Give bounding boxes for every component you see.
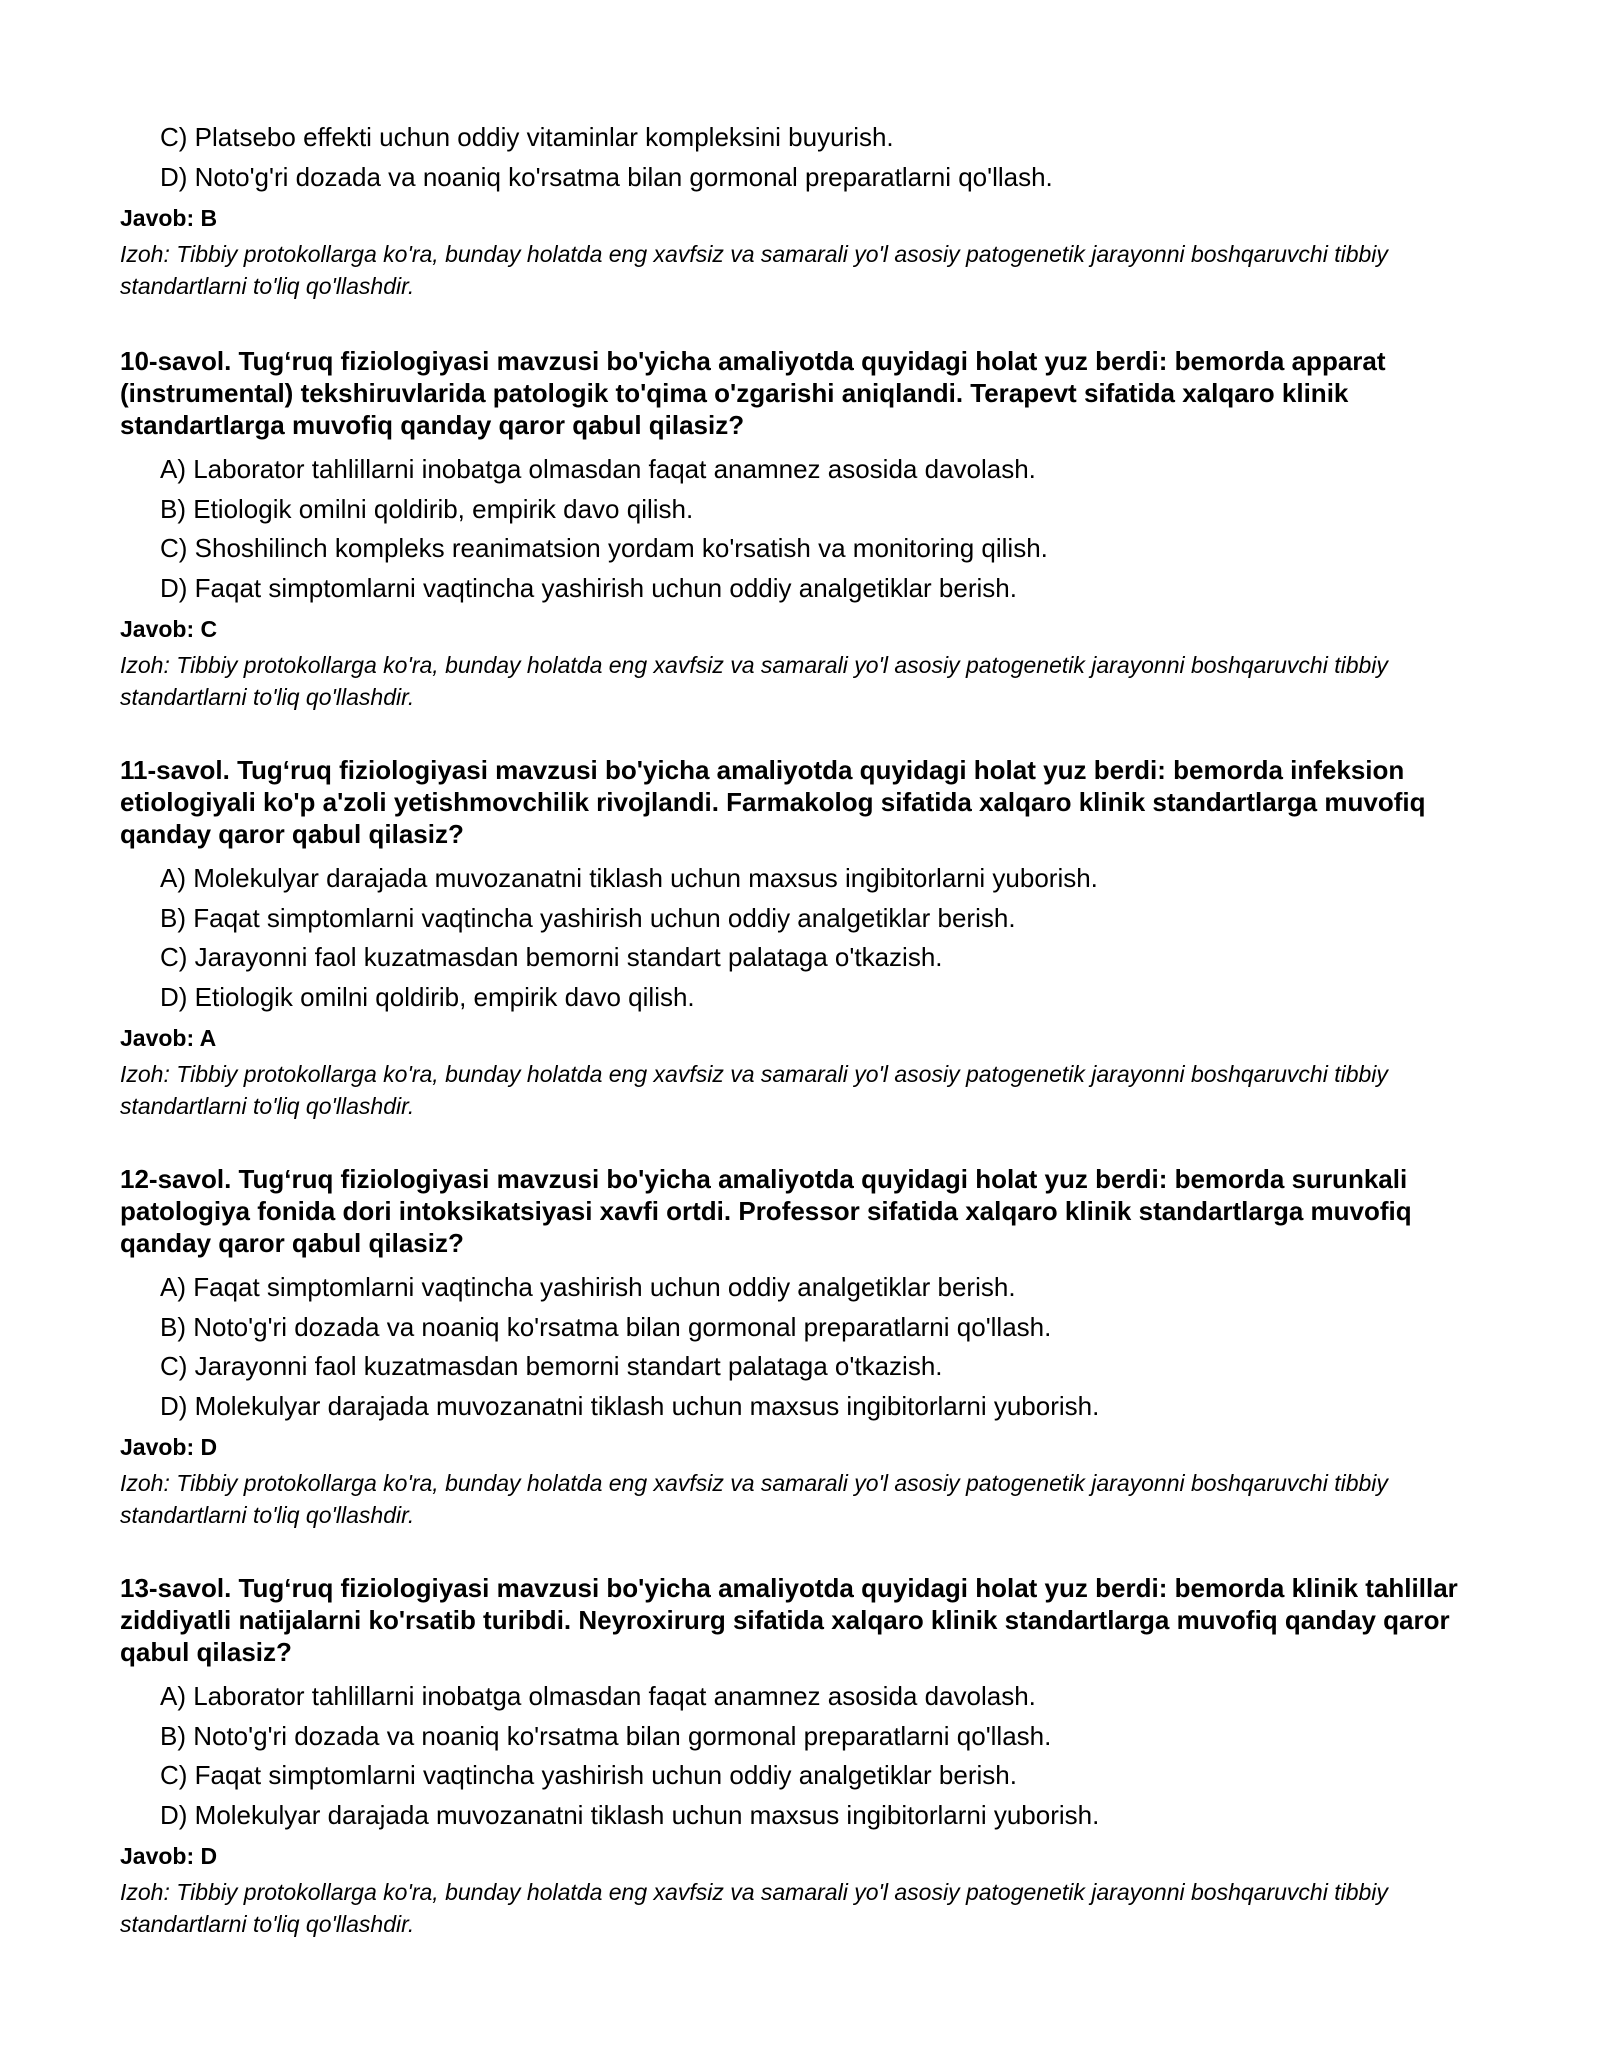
option-d: D) Etiologik omilni qoldirib, empirik davo qilish.	[160, 981, 695, 1012]
question-9-continuation	[120, 118, 1500, 302]
option-d: D) Faqat simptomlarni vaqtincha yashirish uchun oddiy analgetiklar berish.	[160, 572, 1017, 603]
option-c: C) Jarayonni faol kuzatmasdan bemorni standart palataga o'tkazish.	[160, 1351, 943, 1381]
option-d: D) Molekulyar darajada muvozanatni tiklash uchun maxsus ingibitorlarni yuborish.	[160, 1390, 1100, 1421]
option-b: B) Noto'g'ri dozada va noaniq ko'rsatma bilan gormonal preparatlarni qo'llash.	[160, 1311, 1052, 1342]
option-c: C) Jarayonni faol kuzatmasdan bemorni standart palataga o'tkazish.	[160, 942, 943, 972]
question-title: 12-savol. Tug‘ruq fiziologiyasi mavzusi bo'yicha amaliyotda quyidagi holat yuz berdi: bemorda surunkali patologiya fonida dori intoksikatsiyasi xavfi ortdi. Professor sifatida xalqaro klinik standartlarga muvofiq qanday qaror qabul qilasiz?	[120, 1164, 1412, 1258]
question-title: 11-savol. Tug‘ruq fiziologiyasi mavzusi bo'yicha amaliyotda quyidagi holat yuz berdi: bemorda infeksion etiologiyali ko'p a'zoli yetishmovchilik rivojlandi. Farmakolog sifatida xalqaro klinik standartlarga muvofiq qanday qaror qabul qilasiz?	[120, 755, 1426, 849]
option-c: C) Faqat simptomlarni vaqtincha yashirish uchun oddiy analgetiklar berish.	[160, 1760, 1017, 1790]
option-d: D) Molekulyar darajada muvozanatni tiklash uchun maxsus ingibitorlarni yuborish.	[160, 1799, 1100, 1830]
option-c: C) Shoshilinch kompleks reanimatsion yordam ko'rsatish va monitoring qilish.	[160, 533, 1048, 563]
option-a: A) Molekulyar darajada muvozanatni tiklash uchun maxsus ingibitorlarni yuborish.	[160, 863, 1098, 893]
question-title: 13-savol. Tug‘ruq fiziologiyasi mavzusi bo'yicha amaliyotda quyidagi holat yuz berdi: bemorda klinik tahlillar ziddiyatli natijalarni ko'rsatib turibdi. Neyroxirurg sifatida xalqaro klinik standartlarga muvofiq qanday qaror qabul qilasiz?	[120, 1573, 1458, 1667]
question-title: 10-savol. Tug‘ruq fiziologiyasi mavzusi bo'yicha amaliyotda quyidagi holat yuz berdi: bemorda apparat (instrumental) tekshiruvlarida patologik to'qima o'zgarishi aniqlandi. Terapevt sifatida xalqaro klinik standartlarga muvofiq qanday qaror qabul qilasiz?	[120, 346, 1386, 440]
answer-label: Javob: D	[120, 1434, 218, 1460]
explanation-note: Izoh: Tibbiy protokollarga ko'ra, bunday holatda eng xavfsiz va samarali yo'l asosiy patogenetik jarayonni boshqaruvchi tibbiy standartlarni to'liq qo'llashdir.	[120, 241, 1388, 299]
explanation-note: Izoh: Tibbiy protokollarga ko'ra, bunday holatda eng xavfsiz va samarali yo'l asosiy patogenetik jarayonni boshqaruvchi tibbiy standartlarni to'liq qo'llashdir.	[120, 1061, 1388, 1119]
option-a: A) Laborator tahlillarni inobatga olmasdan faqat anamnez asosida davolash.	[160, 454, 1036, 484]
option-d: D) Noto'g'ri dozada va noaniq ko'rsatma bilan gormonal preparatlarni qo'llash.	[160, 161, 1053, 192]
option-b: B) Etiologik omilni qoldirib, empirik davo qilish.	[160, 493, 694, 524]
option-c: C) Platsebo effekti uchun oddiy vitaminlar kompleksini buyurish.	[160, 122, 894, 152]
explanation-note: Izoh: Tibbiy protokollarga ko'ra, bunday holatda eng xavfsiz va samarali yo'l asosiy patogenetik jarayonni boshqaruvchi tibbiy standartlarni to'liq qo'llashdir.	[120, 1470, 1388, 1528]
answer-label: Javob: A	[120, 1025, 217, 1051]
option-b: B) Faqat simptomlarni vaqtincha yashirish uchun oddiy analgetiklar berish.	[160, 902, 1016, 933]
option-a: A) Laborator tahlillarni inobatga olmasdan faqat anamnez asosida davolash.	[160, 1681, 1036, 1711]
answer-label: Javob: D	[120, 1843, 218, 1869]
option-a: A) Faqat simptomlarni vaqtincha yashirish uchun oddiy analgetiklar berish.	[160, 1272, 1016, 1302]
question-10	[120, 345, 1500, 713]
question-12	[120, 1163, 1500, 1531]
option-b: B) Noto'g'ri dozada va noaniq ko'rsatma bilan gormonal preparatlarni qo'llash.	[160, 1720, 1052, 1751]
answer-label: Javob: C	[120, 616, 218, 642]
question-13	[120, 1572, 1500, 1940]
answer-label: Javob: B	[120, 205, 218, 231]
explanation-note: Izoh: Tibbiy protokollarga ko'ra, bunday holatda eng xavfsiz va samarali yo'l asosiy patogenetik jarayonni boshqaruvchi tibbiy standartlarni to'liq qo'llashdir.	[120, 652, 1388, 710]
explanation-note: Izoh: Tibbiy protokollarga ko'ra, bunday holatda eng xavfsiz va samarali yo'l asosiy patogenetik jarayonni boshqaruvchi tibbiy standartlarni to'liq qo'llashdir.	[120, 1879, 1388, 1937]
question-11	[120, 754, 1500, 1122]
